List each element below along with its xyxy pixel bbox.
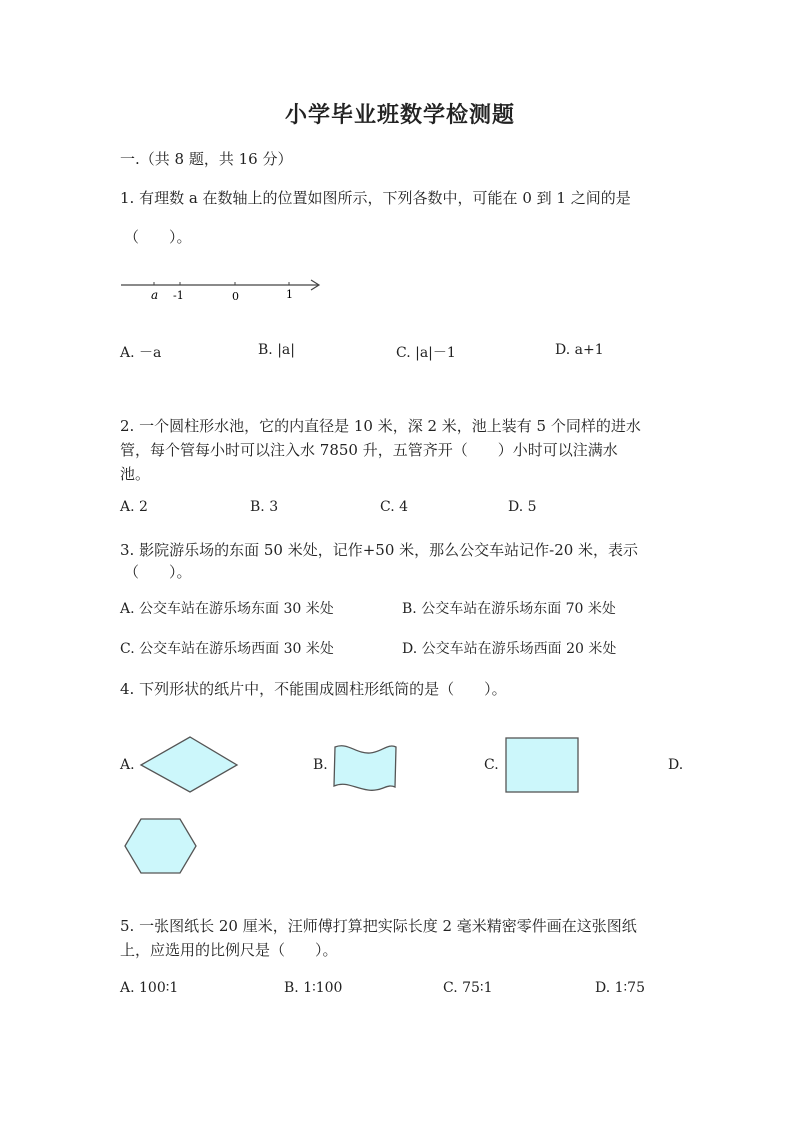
q3-option-c[interactable]: C. 公交车站在游乐场西面 30 米处 (120, 641, 334, 657)
q2-option-b[interactable]: B. 3 (250, 499, 279, 515)
q4-shape-rectangle[interactable] (504, 736, 580, 794)
q5-option-d[interactable]: D. 1∶75 (595, 980, 645, 996)
q4-option-b-label[interactable]: B. (313, 757, 328, 773)
tick-label-0: 0 (232, 290, 239, 303)
page-title: 小学毕业班数学检测题 (284, 102, 515, 128)
q5-text-line2: 上，应选用的比例尺是（ ）。 (120, 941, 338, 959)
q2-option-a[interactable]: A. 2 (120, 499, 148, 515)
tick-label-1: 1 (286, 288, 293, 301)
q4-text-line1: 4. 下列形状的纸片中，不能围成圆柱形纸筒的是（ ）。 (120, 680, 507, 698)
section-heading: 一.（共 8 题，共 16 分） (120, 150, 293, 168)
q1-text-line2: （ ）。 (124, 228, 192, 246)
q1-option-a[interactable]: A. －a (120, 345, 162, 361)
q3-option-a[interactable]: A. 公交车站在游乐场东面 30 米处 (120, 601, 334, 617)
q5-text-line1: 5. 一张图纸长 20 厘米，汪师傅打算把实际长度 2 毫米精密零件画在这张图纸 (120, 917, 637, 935)
q5-option-b[interactable]: B. 1∶100 (284, 980, 343, 996)
q3-text-line1: 3. 影院游乐场的东面 50 米处，记作+50 米，那么公交车站记作-20 米，表示 (120, 541, 639, 559)
q3-option-d[interactable]: D. 公交车站在游乐场西面 20 米处 (402, 641, 617, 657)
point-a-label: a (151, 288, 159, 302)
q5-option-c[interactable]: C. 75∶1 (443, 980, 493, 996)
q1-text-line1: 1. 有理数 a 在数轴上的位置如图所示，下列各数中，可能在 0 到 1 之间的是 (120, 189, 631, 207)
q1-option-c[interactable]: C. |a|－1 (396, 345, 456, 361)
q4-option-c-label[interactable]: C. (484, 757, 499, 773)
q4-shape-wavy-sheet[interactable] (330, 742, 400, 792)
q2-text-line2: 管，每个管每小时可以注入水 7850 升，五管齐开（ ）小时可以注满水 (120, 441, 618, 459)
q3-text-line2: （ ）。 (124, 563, 192, 581)
q4-option-d-label[interactable]: D. (668, 757, 684, 773)
q5-option-a[interactable]: A. 100∶1 (120, 980, 179, 996)
tick-label-minus1: -1 (173, 289, 184, 302)
q4-shape-rhombus[interactable] (138, 734, 242, 796)
q2-text-line1: 2. 一个圆柱形水池，它的内直径是 10 米，深 2 米，池上装有 5 个同样的进水 (120, 417, 641, 435)
q4-shape-hexagon[interactable] (122, 816, 200, 876)
q1-option-b[interactable]: B. |a| (258, 342, 295, 358)
q1-option-d[interactable]: D. a+1 (555, 342, 604, 358)
q4-option-a-label[interactable]: A. (120, 757, 135, 773)
q2-text-line3: 池。 (120, 465, 151, 483)
q2-option-d[interactable]: D. 5 (508, 499, 537, 515)
q2-option-c[interactable]: C. 4 (380, 499, 409, 515)
q3-option-b[interactable]: B. 公交车站在游乐场东面 70 米处 (402, 601, 616, 617)
number-line-figure (118, 275, 328, 305)
